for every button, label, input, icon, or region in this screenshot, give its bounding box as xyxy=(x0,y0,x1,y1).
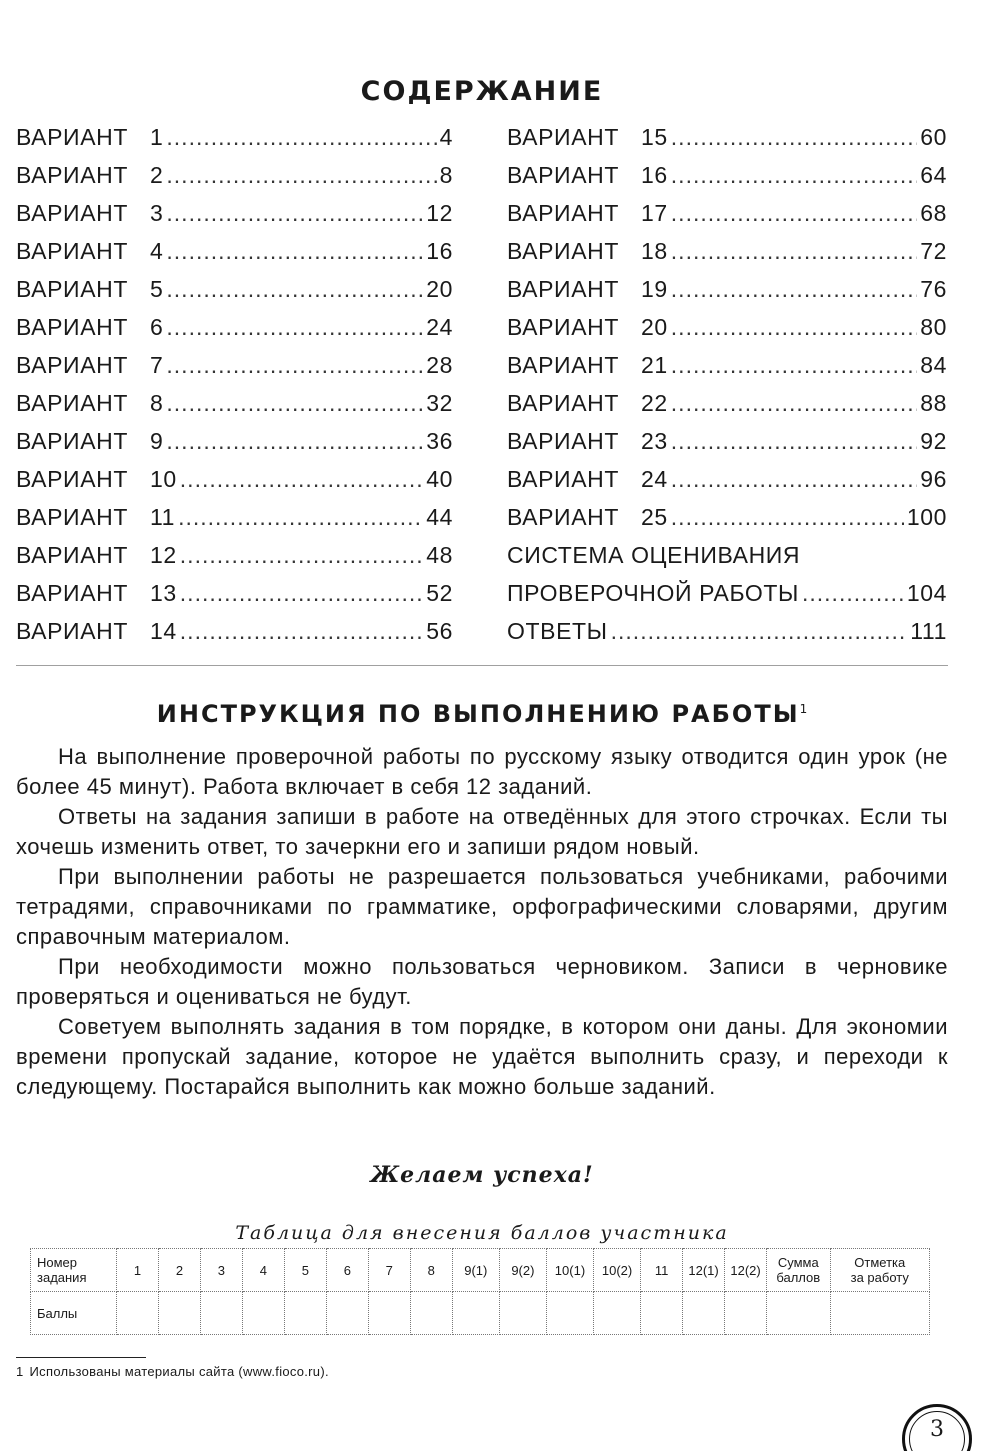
toc-entry-label: ВАРИАНТ xyxy=(507,390,619,416)
points-cell xyxy=(200,1292,242,1335)
toc-entry-label: ВАРИАНТ xyxy=(16,238,128,264)
instruction-paragraph: Ответы на задания запиши в работе на отведённых для этого строчках. Если ты хочешь изменить ответ, то зачеркни его и запиши рядом новый. xyxy=(16,804,948,859)
points-cell xyxy=(546,1292,593,1335)
page-number-badge xyxy=(902,1404,972,1451)
toc-leader-dots xyxy=(166,276,423,303)
sum-points-cell xyxy=(767,1292,830,1335)
toc-entry xyxy=(507,162,947,200)
toc-entry-label: ВАРИАНТ xyxy=(16,618,128,644)
toc-entry-page: 16 xyxy=(426,238,453,264)
toc-entry-number: 8 xyxy=(150,390,164,416)
toc-entry-number: 11 xyxy=(150,504,176,530)
points-cell xyxy=(284,1292,326,1335)
task-number-cell: 12(2) xyxy=(725,1249,767,1292)
toc-entry-number: 24 xyxy=(641,466,668,492)
footnote xyxy=(16,1364,329,1379)
toc-leader-dots xyxy=(166,238,423,265)
toc-entry xyxy=(16,504,453,542)
toc-entry-label: ВАРИАНТ xyxy=(16,580,128,606)
toc-entry-number: 13 xyxy=(150,580,177,606)
toc-entry-page: 48 xyxy=(426,542,453,568)
toc-entry xyxy=(16,200,453,238)
toc-entry-page: 4 xyxy=(439,124,453,150)
task-number-cell: 5 xyxy=(284,1249,326,1292)
mark-cell xyxy=(830,1292,930,1335)
toc-entry-page: 64 xyxy=(920,162,947,188)
toc-entry-label: ВАРИАНТ xyxy=(16,200,128,226)
toc-leader-dots xyxy=(671,314,917,341)
toc-entry xyxy=(507,238,947,276)
toc-entry xyxy=(507,390,947,428)
toc-entry xyxy=(16,618,453,656)
toc-entry-label: ВАРИАНТ xyxy=(507,276,619,302)
footnote-mark: 1 xyxy=(16,1364,24,1379)
points-cell xyxy=(499,1292,546,1335)
toc-system-page: 104 xyxy=(906,580,947,606)
instruction-paragraph: Советуем выполнять задания в том порядке, в котором они даны. Для экономии времени пропускай задание, которое не удаётся выполнить сразу, и переходи к следующему. Постарайся выполнить как можно больше заданий. xyxy=(16,1014,948,1099)
toc-entry-number: 1 xyxy=(150,124,164,150)
toc-entry-label: ВАРИАНТ xyxy=(507,238,619,264)
footnote-separator xyxy=(16,1357,146,1358)
toc-leader-dots xyxy=(671,352,917,379)
toc-right-column xyxy=(507,124,947,656)
toc-system-line2: ПРОВЕРОЧНОЙ РАБОТЫ xyxy=(507,580,799,606)
instructions-body xyxy=(16,742,948,1102)
footnote-ref: 1 xyxy=(799,702,808,716)
toc-entry-label: ВАРИАНТ xyxy=(16,314,128,340)
mark-header-line2: за работу xyxy=(850,1270,909,1285)
toc-entry-number: 12 xyxy=(150,542,177,568)
toc-entry-label: ВАРИАНТ xyxy=(16,428,128,454)
toc-entry xyxy=(507,314,947,352)
task-number-cell: 2 xyxy=(158,1249,200,1292)
points-cell xyxy=(683,1292,725,1335)
toc-entry-label: ВАРИАНТ xyxy=(507,124,619,150)
task-number-cell: 6 xyxy=(326,1249,368,1292)
toc-leader-dots xyxy=(180,466,423,493)
toc-left-column xyxy=(16,124,453,656)
toc-entry xyxy=(16,542,453,580)
toc-entry-page: 44 xyxy=(426,504,453,530)
toc-entry-page: 76 xyxy=(920,276,947,302)
toc-entry-page: 100 xyxy=(906,504,947,530)
toc-leader-dots xyxy=(180,580,423,607)
task-number-cell: 9(1) xyxy=(452,1249,499,1292)
toc-entry-page: 80 xyxy=(920,314,947,340)
points-row-label: Баллы xyxy=(31,1292,117,1335)
toc-entry-label: ВАРИАНТ xyxy=(507,200,619,226)
toc-entry-number: 15 xyxy=(641,124,668,150)
toc-entry-label: ВАРИАНТ xyxy=(16,124,128,150)
toc-entry-number: 17 xyxy=(641,200,668,226)
toc-leader-dots xyxy=(166,124,436,151)
toc-entry-page: 60 xyxy=(920,124,947,150)
toc-entry xyxy=(507,352,947,390)
toc-entry xyxy=(507,124,947,162)
toc-entry-number: 18 xyxy=(641,238,668,264)
toc-entry-label: ВАРИАНТ xyxy=(507,504,619,530)
toc-leader-dots xyxy=(671,200,917,227)
toc-leader-dots xyxy=(802,580,904,607)
toc-entry-number: 10 xyxy=(150,466,177,492)
toc-entry-page: 72 xyxy=(920,238,947,264)
toc-entry-label: ВАРИАНТ xyxy=(16,390,128,416)
toc-entry-number: 4 xyxy=(150,238,164,264)
toc-entry-label: ВАРИАНТ xyxy=(16,504,128,530)
toc-leader-dots xyxy=(671,162,917,189)
toc-answers-label: ОТВЕТЫ xyxy=(507,618,608,644)
toc-entry-page: 96 xyxy=(920,466,947,492)
toc-leader-dots xyxy=(671,390,917,417)
toc-entry-label: ВАРИАНТ xyxy=(16,276,128,302)
task-number-cell: 10(2) xyxy=(594,1249,641,1292)
task-number-cell: 1 xyxy=(117,1249,159,1292)
sum-header-line1: Сумма xyxy=(777,1255,819,1270)
toc-entry-page: 40 xyxy=(426,466,453,492)
toc-entry xyxy=(507,200,947,238)
toc-entry-page: 12 xyxy=(426,200,453,226)
score-table-points-row xyxy=(31,1292,930,1335)
mark-header-line1: Отметка xyxy=(854,1255,906,1270)
toc-entry-label: ВАРИАНТ xyxy=(16,542,128,568)
toc-entry-page: 32 xyxy=(426,390,453,416)
toc-entry-number: 16 xyxy=(641,162,668,188)
mark-header xyxy=(830,1249,930,1292)
toc-entry xyxy=(16,428,453,466)
points-cell xyxy=(158,1292,200,1335)
points-cell xyxy=(117,1292,159,1335)
points-cell xyxy=(594,1292,641,1335)
task-number-cell: 3 xyxy=(200,1249,242,1292)
toc-entry-page: 20 xyxy=(426,276,453,302)
toc-entry xyxy=(507,276,947,314)
toc-entry-label: ВАРИАНТ xyxy=(16,466,128,492)
sum-header xyxy=(767,1249,830,1292)
task-number-cell: 9(2) xyxy=(499,1249,546,1292)
instruction-paragraph: При выполнении работы не разрешается пользоваться учебниками, рабочими тетрадями, справочниками по грамматике, орфографическими словарями, другим справочным материалом. xyxy=(16,864,948,949)
toc-entry-number: 5 xyxy=(150,276,164,302)
toc-entry-label: ВАРИАНТ xyxy=(507,314,619,340)
toc-entry xyxy=(16,238,453,276)
toc-leader-dots xyxy=(671,276,917,303)
toc-leader-dots xyxy=(180,542,423,569)
toc-entry xyxy=(507,504,947,542)
points-cell xyxy=(242,1292,284,1335)
toc-entry-page: 52 xyxy=(426,580,453,606)
toc-entry xyxy=(507,428,947,466)
toc-entry-page: 56 xyxy=(426,618,453,644)
task-number-cell: 4 xyxy=(242,1249,284,1292)
toc-entry-label: ВАРИАНТ xyxy=(16,162,128,188)
toc-entry xyxy=(16,314,453,352)
points-cell xyxy=(452,1292,499,1335)
toc-entry xyxy=(16,390,453,428)
toc-entry-number: 7 xyxy=(150,352,164,378)
toc-leader-dots xyxy=(180,618,423,645)
points-cell xyxy=(641,1292,683,1335)
good-luck-wish: Желаем успеха! xyxy=(370,1162,594,1188)
toc-entry-number: 14 xyxy=(150,618,177,644)
toc-entry-number: 22 xyxy=(641,390,668,416)
toc-entry-page: 84 xyxy=(920,352,947,378)
toc-entry-page: 92 xyxy=(920,428,947,454)
toc-leader-dots xyxy=(671,124,917,151)
toc-entry xyxy=(507,466,947,504)
toc-entry-number: 3 xyxy=(150,200,164,226)
toc-leader-dots xyxy=(166,390,423,417)
task-number-cell: 12(1) xyxy=(683,1249,725,1292)
score-table-caption: Таблица для внесения баллов участника xyxy=(235,1222,729,1244)
toc-entry-number: 23 xyxy=(641,428,668,454)
toc-leader-dots xyxy=(166,162,436,189)
page-number: 3 xyxy=(930,1416,944,1442)
task-number-cell: 10(1) xyxy=(546,1249,593,1292)
toc-system-line1: СИСТЕМА ОЦЕНИВАНИЯ xyxy=(507,542,801,568)
sum-header-line2: баллов xyxy=(776,1270,821,1285)
toc-entry-label: ВАРИАНТ xyxy=(507,352,619,378)
toc-entry xyxy=(16,124,453,162)
toc-leader-dots xyxy=(671,504,904,531)
task-number-header: Номер задания xyxy=(31,1249,117,1292)
toc-entry xyxy=(16,276,453,314)
toc-leader-dots xyxy=(671,428,917,455)
toc-entry xyxy=(16,466,453,504)
toc-entry-label: ВАРИАНТ xyxy=(16,352,128,378)
toc-entry-page: 68 xyxy=(920,200,947,226)
toc-leader-dots xyxy=(611,618,908,645)
score-table-header-row xyxy=(31,1249,930,1292)
toc-leader-dots xyxy=(166,314,423,341)
toc-entry-label: ВАРИАНТ xyxy=(507,428,619,454)
toc-entry-label: ВАРИАНТ xyxy=(507,162,619,188)
toc-leader-dots xyxy=(166,200,423,227)
toc-leader-dots xyxy=(671,466,917,493)
footnote-text: Использованы материалы сайта (www.fioco.ru). xyxy=(29,1364,329,1379)
points-cell xyxy=(326,1292,368,1335)
toc-entry-number: 20 xyxy=(641,314,668,340)
toc-entry-page: 24 xyxy=(426,314,453,340)
instructions-title-text: ИНСТРУКЦИЯ ПО ВЫПОЛНЕНИЮ РАБОТЫ xyxy=(156,700,800,728)
toc-answers-entry xyxy=(507,618,947,656)
points-cell xyxy=(368,1292,410,1335)
toc-title: СОДЕРЖАНИЕ xyxy=(360,76,604,107)
toc-leader-dots xyxy=(671,238,917,265)
toc-entry-number: 25 xyxy=(641,504,668,530)
toc-entry-page: 28 xyxy=(426,352,453,378)
instruction-paragraph: При необходимости можно пользоваться черновиком. Записи в черновике проверяться и оцениваться не будут. xyxy=(16,954,948,1009)
toc-entry-number: 2 xyxy=(150,162,164,188)
toc-entry xyxy=(16,580,453,618)
section-divider xyxy=(16,665,948,666)
toc-entry xyxy=(16,162,453,200)
toc-entry-page: 88 xyxy=(920,390,947,416)
toc-entry-number: 21 xyxy=(641,352,668,378)
toc-entry-label: ВАРИАНТ xyxy=(507,466,619,492)
points-cell xyxy=(410,1292,452,1335)
instruction-paragraph: На выполнение проверочной работы по русскому языку отводится один урок (не более 45 минут). Работа включает в себя 12 заданий. xyxy=(16,744,948,799)
toc-leader-dots xyxy=(166,428,423,455)
toc-entry-number: 9 xyxy=(150,428,164,454)
toc-system-entry xyxy=(507,580,947,618)
toc-answers-page: 111 xyxy=(910,618,947,644)
task-number-cell: 7 xyxy=(368,1249,410,1292)
toc-entry xyxy=(16,352,453,390)
toc-leader-dots xyxy=(178,504,423,531)
instructions-title xyxy=(0,700,964,728)
score-table xyxy=(30,1248,930,1335)
toc-entry-number: 6 xyxy=(150,314,164,340)
task-number-cell: 11 xyxy=(641,1249,683,1292)
toc-entry-number: 19 xyxy=(641,276,668,302)
toc-entry-page: 36 xyxy=(426,428,453,454)
points-cell xyxy=(725,1292,767,1335)
task-number-cell: 8 xyxy=(410,1249,452,1292)
toc-entry-page: 8 xyxy=(439,162,453,188)
toc-leader-dots xyxy=(166,352,423,379)
